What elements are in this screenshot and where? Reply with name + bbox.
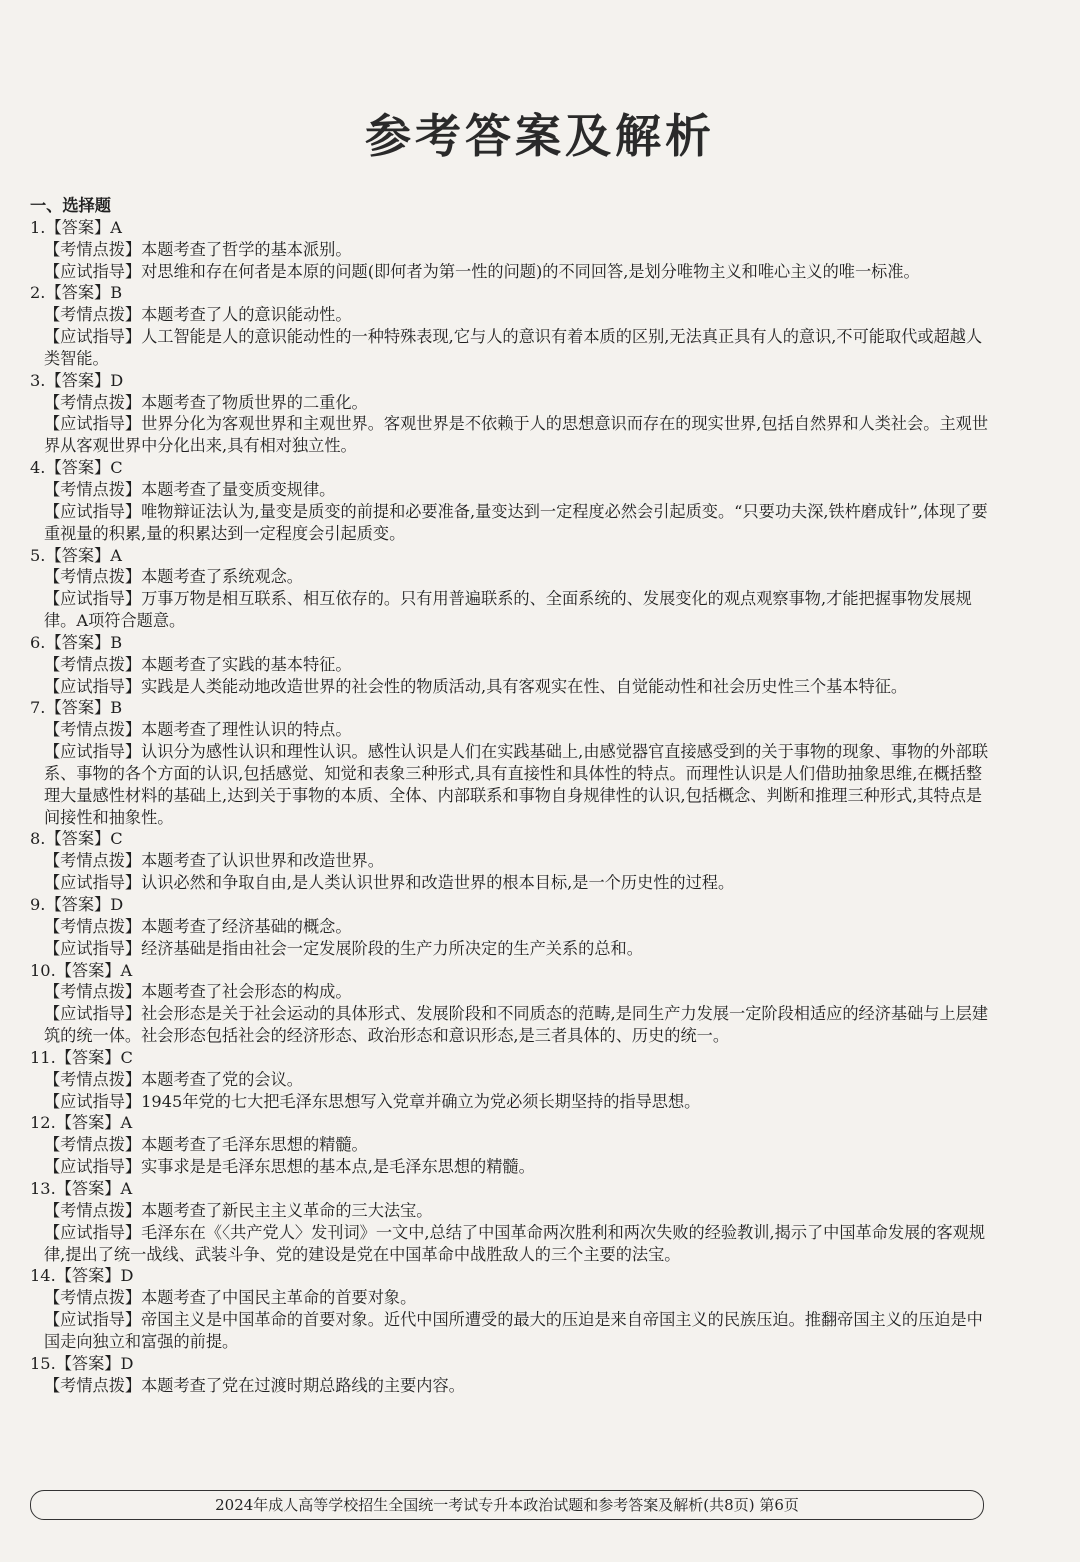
question-number: 3. (30, 370, 46, 390)
answer-line (30, 828, 992, 850)
exam-point: 【考情点拨】本题考查了经济基础的概念。 (44, 916, 352, 936)
section-heading: 一、选择题 (30, 196, 111, 215)
answer-line (30, 632, 992, 654)
exam-point: 【考情点拨】本题考查了理性认识的特点。 (44, 720, 352, 740)
exam-guide: 【应试指导】认识分为感性认识和理性认识。感性认识是人们在实践基础上,由感觉器官直接感受到的关于事物的现象、事物的外部联系、事物的各个方面的认识,包括感觉、知觉和表象三种形式,具有直接性和具体性的特点。而理性认识是人们借助抽象思维,在概括整理大量感性材料的基础上,达到关于事物的本质、全体、内部联系和事物自身规律性的认识,包括概念、判断和推理三种形式,其特点是间接性和抽象性。 (44, 742, 989, 827)
question-item (30, 457, 992, 544)
answer-line (30, 1047, 992, 1069)
answer-line (30, 282, 992, 304)
question-item (30, 370, 992, 457)
answer-text: 【答案】D (55, 1353, 134, 1373)
question-item (30, 545, 992, 632)
question-item (30, 828, 992, 894)
answer-line (30, 545, 992, 567)
question-item (30, 1265, 992, 1352)
exam-point: 【考情点拨】本题考查了认识世界和改造世界。 (44, 851, 384, 871)
question-number: 11. (30, 1047, 56, 1067)
answer-line (30, 1178, 992, 1200)
answer-text: 【答案】C (55, 1047, 133, 1067)
exam-guide: 【应试指导】1945年党的七大把毛泽东思想写入党章并确立为党必须长期坚持的指导思想。 (44, 1091, 701, 1111)
answer-text: 【答案】A (55, 1113, 133, 1133)
question-item (30, 1353, 992, 1397)
answer-line (30, 960, 992, 982)
answer-line (30, 1265, 992, 1287)
exam-point: 【考情点拨】本题考查了党的会议。 (44, 1069, 303, 1089)
exam-guide: 【应试指导】社会形态是关于社会运动的具体形式、发展阶段和不同质态的范畴,是同生产力发展一定阶段相适应的经济基础与上层建筑的统一体。社会形态包括社会的经济形态、政治形态和意识形态,是三者具体的、历史的统一。 (44, 1004, 989, 1046)
exam-guide: 【应试指导】毛泽东在《〈共产党人〉发刊词》一文中,总结了中国革命两次胜利和两次失败的经验教训,揭示了中国革命发展的客观规律,提出了统一战线、武装斗争、党的建设是党在中国革命中战胜敌人的三个主要的法宝。 (44, 1222, 986, 1264)
answer-line (30, 1353, 992, 1375)
exam-point: 【考情点拨】本题考查了实践的基本特征。 (44, 654, 352, 674)
answer-text: 【答案】C (45, 829, 123, 849)
answer-text: 【答案】A (55, 1178, 133, 1198)
question-number: 5. (30, 545, 46, 565)
page-title: 参考答案及解析 (365, 109, 715, 163)
answer-text: 【答案】A (45, 545, 122, 565)
exam-guide: 【应试指导】万事万物是相互联系、相互依存的。只有用普遍联系的、全面系统的、发展变化的观点观察事物,才能把握事物发展规律。A项符合题意。 (44, 589, 972, 631)
exam-guide: 【应试指导】世界分化为客观世界和主观世界。客观世界是不依赖于人的思想意识而存在的现实世界,包括自然界和人类社会。主观世界从客观世界中分化出来,具有相对独立性。 (44, 414, 989, 456)
question-number: 8. (30, 829, 46, 849)
question-item (30, 960, 992, 1047)
exam-guide: 【应试指导】经济基础是指由社会一定发展阶段的生产力所决定的生产关系的总和。 (44, 938, 643, 958)
answer-line (30, 217, 992, 239)
exam-guide: 【应试指导】实践是人类能动地改造世界的社会性的物质活动,具有客观实在性、自觉能动性和社会历史性三个基本特征。 (44, 676, 908, 696)
answer-content (30, 195, 992, 1396)
page-footer: 2024年成人高等学校招生全国统一考试专升本政治试题和参考答案及解析(共8页) 第6页 (30, 1490, 984, 1520)
exam-guide: 【应试指导】对思维和存在何者是本原的问题(即何者为第一性的问题)的不同回答,是划分唯物主义和唯心主义的唯一标准。 (44, 261, 920, 281)
answer-text: 【答案】D (45, 370, 124, 390)
question-number: 4. (30, 458, 46, 478)
question-item (30, 697, 992, 828)
exam-point: 【考情点拨】本题考查了人的意识能动性。 (44, 305, 352, 325)
question-number: 2. (30, 283, 46, 303)
exam-guide: 【应试指导】认识必然和争取自由,是人类认识世界和改造世界的根本目标,是一个历史性的过程。 (44, 873, 735, 893)
question-item (30, 282, 992, 369)
exam-point: 【考情点拨】本题考查了量变质变规律。 (44, 479, 336, 499)
answer-line (30, 697, 992, 719)
exam-point: 【考情点拨】本题考查了新民主主义革命的三大法宝。 (44, 1200, 433, 1220)
answer-line (30, 370, 992, 392)
answer-text: 【答案】B (45, 632, 123, 652)
exam-point: 【考情点拨】本题考查了社会形态的构成。 (44, 982, 352, 1002)
exam-point: 【考情点拨】本题考查了中国民主革命的首要对象。 (44, 1288, 417, 1308)
answer-line (30, 894, 992, 916)
exam-guide: 【应试指导】实事求是是毛泽东思想的基本点,是毛泽东思想的精髓。 (44, 1157, 535, 1177)
answer-line (30, 1112, 992, 1134)
question-number: 6. (30, 632, 46, 652)
answer-text: 【答案】D (55, 1266, 134, 1286)
question-number: 7. (30, 698, 46, 718)
answer-text: 【答案】B (45, 698, 123, 718)
question-number: 14. (30, 1266, 56, 1286)
question-number: 1. (30, 217, 46, 237)
exam-point: 【考情点拨】本题考查了哲学的基本派别。 (44, 239, 352, 259)
answer-text: 【答案】A (45, 217, 122, 237)
answer-text: 【答案】C (45, 458, 123, 478)
answer-text: 【答案】A (55, 960, 133, 980)
exam-point: 【考情点拨】本题考查了党在过渡时期总路线的主要内容。 (44, 1375, 465, 1395)
exam-point: 【考情点拨】本题考查了物质世界的二重化。 (44, 392, 368, 412)
question-item (30, 894, 992, 960)
question-number: 12. (30, 1113, 56, 1133)
question-number: 10. (30, 960, 56, 980)
question-item (30, 632, 992, 698)
question-item (30, 217, 992, 283)
answer-text: 【答案】D (45, 895, 124, 914)
question-number: 13. (30, 1178, 56, 1198)
question-number: 9. (30, 895, 46, 914)
question-item (30, 1047, 992, 1113)
exam-point: 【考情点拨】本题考查了毛泽东思想的精髓。 (44, 1135, 368, 1155)
question-item (30, 1112, 992, 1178)
answer-line (30, 457, 992, 479)
question-number: 15. (30, 1353, 56, 1373)
answer-text: 【答案】B (45, 283, 123, 303)
exam-guide: 【应试指导】人工智能是人的意识能动性的一种特殊表现,它与人的意识有着本质的区别,无法真正具有人的意识,不可能取代或超越人类智能。 (44, 327, 983, 368)
exam-guide: 【应试指导】帝国主义是中国革命的首要对象。近代中国所遭受的最大的压迫是来自帝国主义的民族压迫。推翻帝国主义的压迫是中国走向独立和富强的前提。 (44, 1310, 983, 1351)
exam-guide: 【应试指导】唯物辩证法认为,量变是质变的前提和必要准备,量变达到一定程度必然会引起质变。“只要功夫深,铁杵磨成针”,体现了要重视量的积累,量的积累达到一定程度会引起质变。 (44, 501, 988, 543)
question-item (30, 1178, 992, 1265)
exam-point: 【考情点拨】本题考查了系统观念。 (44, 567, 303, 587)
